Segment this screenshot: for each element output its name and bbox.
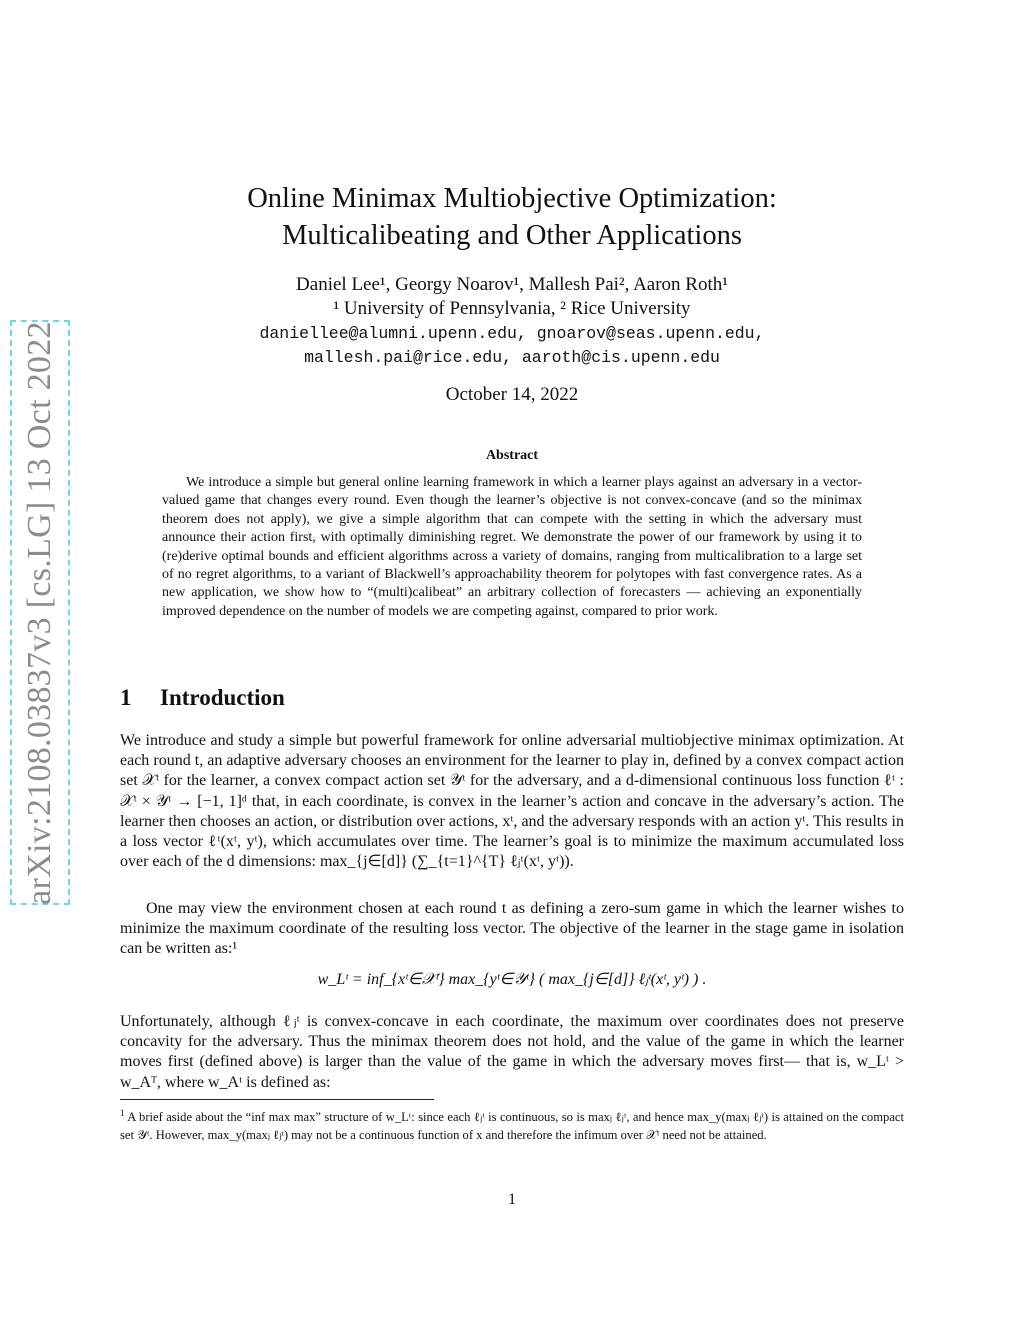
footnote-divider bbox=[120, 1099, 434, 1100]
arxiv-identifier-stamp bbox=[10, 320, 70, 905]
author-emails bbox=[120, 322, 904, 370]
intro-paragraph-2: One may view the environment chosen at each round t as defining a zero-sum game in which the learner wishes to minimize the maximum coordinate of the resulting loss vector. The objective of the learner in the stage game in isolation can be written as:¹ bbox=[120, 900, 904, 958]
section-number: 1 bbox=[120, 685, 132, 710]
intro-paragraph-1: We introduce and study a simple but powerful framework for online adversarial multiobjective minimax optimization. At each round t, an adaptive adversary chooses an environment for the learner to play in, defined by a convex compact action set 𝒳ᵗ for the learner, a convex compact action set 𝒴ᵗ for the adversary, and a d-dimensional continuous loss function ℓᵗ : 𝒳ᵗ × 𝒴ᵗ → [−1, 1]ᵈ that, in each coordinate, is convex in the learner’s action and concave in the adversary’s action. The learner then chooses an action, or distribution over actions, xᵗ, and the adversary responds with an action yᵗ. This results in a loss vector ℓᵗ(xᵗ, yᵗ), which accumulates over time. The learner’s goal is to minimize the maximum accumulated loss over each of the d dimensions: max_{j∈[d]} (∑_{t=1}^{T} ℓⱼᵗ(xᵗ, yᵗ)). bbox=[120, 732, 904, 871]
paper-date: October 14, 2022 bbox=[445, 384, 579, 405]
section-title: Introduction bbox=[160, 685, 285, 710]
page-number: 1 bbox=[508, 1191, 516, 1208]
arxiv-identifier-text: arXiv:2108.03837v3 [cs.LG] 13 Oct 2022 bbox=[21, 320, 58, 905]
footnote-marker: 1 bbox=[120, 1108, 125, 1118]
abstract-text: We introduce a simple but general online learning framework in which a learner plays against an adversary in a vector-valued game that changes every round. Even though the learner’s objective is not convex-concave (and so the minimax theorem does not apply), we give a simple algorithm that can compete with the setting in which the adversary must announce their action first, with optimally diminishing regret. We demonstrate the power of our framework by using it to (re)derive optimal bounds and efficient algorithms across a variety of domains, ranging from multicalibration to a large set of no regret algorithms, to a variant of Blackwell’s approachability theorem for polytopes with fast convergence rates. As a new application, we show how to “(multi)calibeat” an arbitrary collection of forecasters — achieving an exponentially improved dependence on the number of models we are competing against, compared to prior work. bbox=[162, 475, 862, 619]
author-block bbox=[120, 273, 904, 321]
author-affiliations: ¹ University of Pennsylvania, ² Rice University bbox=[333, 298, 691, 319]
section-heading-introduction bbox=[120, 685, 285, 711]
abstract-heading: Abstract bbox=[485, 448, 539, 463]
footnote-1 bbox=[120, 1104, 904, 1145]
emails-line-2: mallesh.pai@rice.edu, aaroth@cis.upenn.edu bbox=[304, 348, 720, 367]
author-names: Daniel Lee¹, Georgy Noarov¹, Mallesh Pai², Aaron Roth¹ bbox=[296, 274, 728, 295]
paper-title bbox=[120, 180, 904, 254]
title-line-2: Multicalibeating and Other Applications bbox=[282, 220, 742, 251]
footnote-text: A brief aside about the “inf max max” structure of w_Lᵗ: since each ℓⱼᵗ is continuous, so is maxⱼ ℓⱼᵗ, and hence max_y(maxⱼ ℓⱼᵗ) is attained on the compact set 𝒴ᵗ. However, max_y(maxⱼ ℓⱼᵗ) may not be a continuous function of x and therefore the infimum over 𝒳ᵗ need not be attained. bbox=[120, 1110, 904, 1143]
display-equation-learner-value: w_Lᵗ = inf_{xᵗ∈𝒳ᵗ} max_{yᵗ∈𝒴ᵗ} ( max_{j∈[d]} ℓⱼᵗ(xᵗ, yᵗ) ) . bbox=[317, 971, 707, 988]
intro-paragraph-3: Unfortunately, although ℓⱼᵗ is convex-concave in each coordinate, the maximum over coordinates does not preserve concavity for the adversary. Thus the minimax theorem does not hold, and the value of the game in which the learner moves first (defined above) is larger than the value of the game in which the adversary moves first— that is, w_Lᵗ > w_Aᵀ, where w_Aᵗ is defined as: bbox=[120, 1013, 904, 1091]
emails-line-1: daniellee@alumni.upenn.edu, gnoarov@seas.upenn.edu, bbox=[259, 324, 765, 343]
title-line-1: Online Minimax Multiobjective Optimization: bbox=[247, 183, 777, 214]
